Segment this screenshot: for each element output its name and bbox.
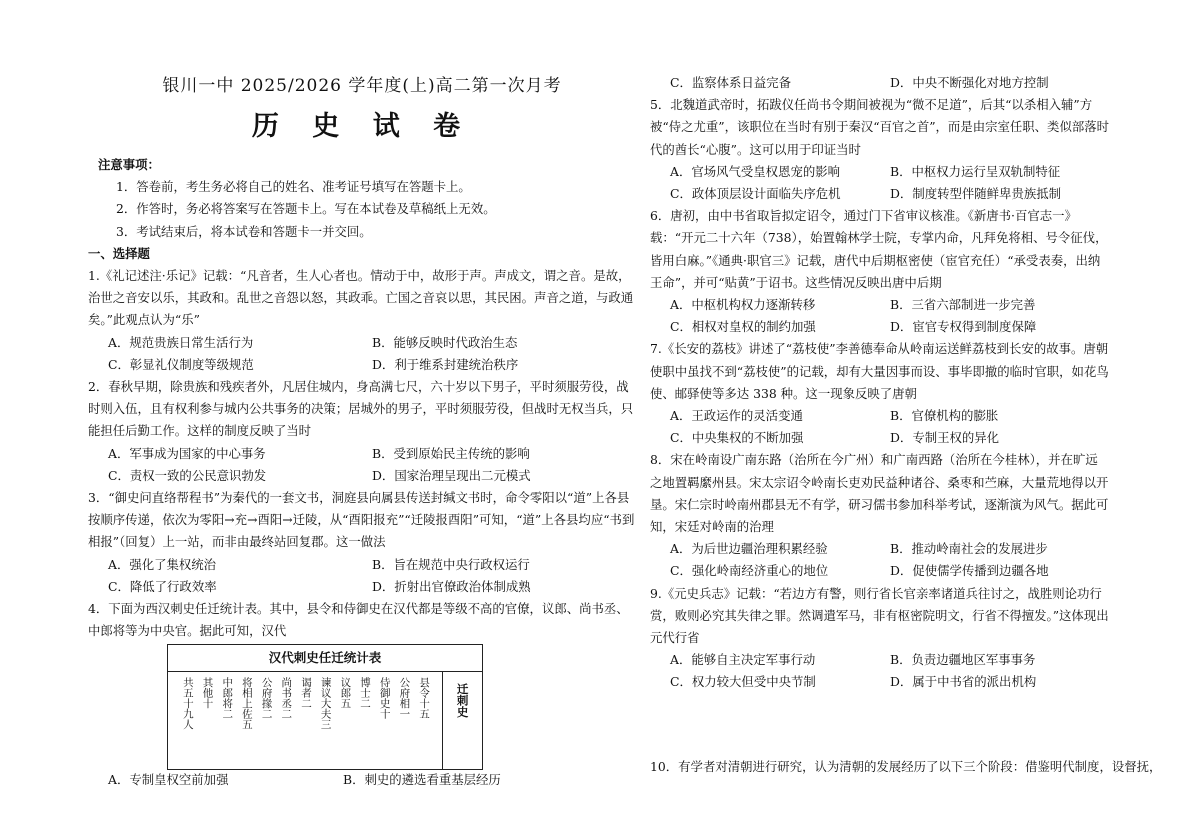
question-4-continued — [650, 72, 1110, 94]
option-c: C．彰显礼仪制度等级规范 — [108, 356, 254, 372]
question-stem: 2．春秋早期，除贵族和残疾者外，凡居住城内，身高满七尺，六十岁以下男子，平时须服劳役，战时则入伍，且有权利参与城内公共事务的决策；居城外的男子，平时须服劳役，但战时无权当兵，只能担任后勤工作。这样的制度反映了当时 — [88, 379, 634, 439]
option-c: C．强化岭南经济重心的地位 — [670, 563, 829, 579]
option-a: A．专制皇权空前加强 — [108, 772, 229, 788]
question-stem: 7.《长安的荔枝》讲述了“荔枝使”李善德奉命从岭南运送鲜荔枝到长安的故事。唐朝使职中虽找不到“荔枝使”的记载，却有大量因事而设、事毕即撤的临时官职，如花鸟使、邮驿使等多达 338 种。这一现象反映了唐朝 — [650, 341, 1109, 401]
question-stem: 5．北魏道武帝时，拓跋仪任尚书令期间被视为“微不足道”，后其“以杀相入辅”方被“侍之尤重”，该职位在当时有别于秦汉“百官之首”，而是由宗室任职、类似部落时代的酋长“心腹”。这可以用于印证当时 — [650, 97, 1110, 157]
table-title: 汉代刺史任迁统计表 — [168, 645, 482, 672]
option-a: A．能够自主决定军事行动 — [670, 652, 816, 668]
option-d: D．专制王权的异化 — [890, 430, 1000, 446]
right-column — [650, 72, 1162, 778]
question-stem: 3．“御史问直络帮程书”为秦代的一套文书，洞庭县向属县传送封缄文书时，命令零阳以“道”上各县按顺序传递，依次为零阳→充→酉阳→迁陵，从“酉阳报充”“迁陵报酉阳”可知，“道”上各县均应“书到相报”（回复）上一站，而非由最终站回复郡。这一做法 — [88, 490, 635, 550]
option-b: B．官僚机构的膨胀 — [890, 408, 999, 424]
notice-heading: 注意事项： — [98, 157, 160, 172]
option-c: C．权力较大但受中央节制 — [670, 674, 816, 690]
notice-item: 1．答卷前，考生务必将自己的姓名、准考证号填写在答题卡上。 — [116, 179, 471, 195]
option-b: B．推动岭南社会的发展进步 — [890, 541, 1048, 557]
option-d: D．折射出官僚政治体制成熟 — [372, 578, 531, 594]
question-9 — [650, 583, 1110, 694]
option-d: D．宦官专权得到制度保障 — [890, 319, 1037, 335]
question-stem: 9.《元史兵志》记载：“若边方有警，则行省长官亲率诸道兵往讨之，战胜则论功行赏，败则必究其失律之罪。然调遣军马，非有枢密院明文，行省不得擅发。”这体现出元代行省 — [650, 585, 1109, 646]
table-cell: 中郎将二 — [221, 677, 234, 720]
table-cells — [168, 671, 442, 769]
option-a: A．官场风气受皇权恩宠的影响 — [670, 163, 841, 179]
table-head-label: 迁刺史 — [455, 683, 470, 718]
statistics-table — [167, 644, 483, 770]
option-b: B．能够反映时代政治生态 — [372, 334, 518, 350]
option-a: A．强化了集权统治 — [108, 556, 217, 572]
option-c: C．中央集权的不断加强 — [670, 430, 804, 446]
table-cell: 议郎五 — [339, 677, 352, 709]
table-cell: 尚书丞二 — [280, 677, 293, 720]
question-stem: 1.《礼记述注·乐记》记载：“凡音者，生人心者也。情动于中，故形于声。声成文，谓之音。是故，治世之音安以乐，其政和。乱世之音怨以怒，其政乖。亡国之音哀以思，其民困。声音之道，与政通矣。”此观点认为“乐” — [88, 268, 634, 328]
question-10 — [650, 756, 1162, 778]
option-d: D．国家治理呈现出二元模式 — [372, 467, 531, 483]
question-4 — [88, 598, 636, 642]
notice-item: 3．考试结束后，将本试卷和答题卡一并交回。 — [116, 223, 372, 239]
option-c: C．责权一致的公民意识勃发 — [108, 467, 267, 483]
blank-gap — [650, 694, 1110, 756]
option-a: A．为后世边疆治理积累经验 — [670, 541, 828, 557]
option-a: A．规范贵族日常生活行为 — [108, 334, 254, 350]
option-b: B．旨在规范中央行政权运行 — [372, 556, 530, 572]
table-row-header — [442, 671, 482, 769]
table-cell: 共五十九人 — [181, 677, 194, 730]
notice-item: 2．作答时，务必将答案写在答题卡上。写在本试卷及草稿纸上无效。 — [116, 201, 496, 217]
question-2 — [88, 376, 636, 487]
question-8 — [650, 449, 1110, 582]
exam-title: 银川一中 2025/2026 学年度(上)高二第一次月考 — [162, 76, 562, 96]
question-3 — [88, 487, 636, 598]
question-stem: 4．下面为西汉刺史任迁统计表。其中，县令和侍御史在汉代都是等级不高的官僚，议郎、尚书丞、中郎将等为中央官。据此可知，汉代 — [88, 601, 629, 639]
option-b: B．三省六部制进一步完善 — [890, 297, 1036, 313]
table-cell: 侍御史十 — [378, 677, 391, 720]
question-stem: 8．宋在岭南设广南东路（治所在今广州）和广南西路（治所在今桂林），并在旷远之地置羁縻州县。宋太宗诏令岭南长吏劝民益种诸谷、桑枣和苎麻，大量荒地得以开垦。宋仁宗时岭南州郡县无不有学，研习儒书参加科举考试，逐渐演为风气。据此可知，宋廷对岭南的治理 — [650, 452, 1109, 535]
option-c: C．相权对皇权的制约加强 — [670, 319, 816, 335]
option-d: D．属于中书省的派出机构 — [890, 674, 1037, 690]
table-cell: 谒者二 — [299, 677, 312, 709]
question-7 — [650, 338, 1110, 449]
table-cell: 公府掾二 — [260, 677, 273, 720]
option-a: A．中枢机构权力逐渐转移 — [670, 297, 816, 313]
table-cell: 博士二 — [359, 677, 372, 709]
option-a: A．军事成为国家的中心事务 — [108, 445, 266, 461]
table-cell: 将相上佐五 — [240, 677, 253, 730]
table-cell: 县令十五 — [418, 677, 431, 720]
question-stem: 6．唐初，由中书省取旨拟定诏令，通过门下省审议核准。《新唐书·百官志一》载：“开元二十六年（738），始置翰林学士院，专掌内命，凡拜免将相、号令征伐，皆用白麻。”《通典·职官三》记载，唐代中后期枢密使（宦官充任）“承受表奏，出纳王命”，并可“贴黄”于诏书。这些情况反映出唐中后期 — [650, 208, 1108, 290]
option-c: C．政体顶层设计面临失序危机 — [670, 186, 841, 202]
table-cell: 其他十 — [201, 677, 214, 709]
option-c: C．监察体系日益完备 — [670, 75, 791, 90]
option-b: B．中枢权力运行呈双轨制特征 — [890, 163, 1061, 179]
table-cell: 公府相一 — [398, 677, 411, 720]
option-b: B．受到原始民主传统的影响 — [372, 445, 530, 461]
subject-title: 历 史 试 卷 — [251, 111, 473, 142]
question-4-options — [88, 769, 636, 791]
left-column — [88, 0, 636, 792]
option-d: D．促使儒学传播到边疆各地 — [890, 563, 1049, 579]
option-c: C．降低了行政效率 — [108, 578, 217, 594]
option-d: D．利于维系封建统治秩序 — [372, 356, 519, 372]
question-5 — [650, 94, 1110, 205]
option-d: D．中央不断强化对地方控制 — [890, 75, 1049, 90]
section-title: 一、选择题 — [88, 245, 150, 261]
question-6 — [650, 205, 1110, 338]
table-cell: 谏议大夫三 — [319, 677, 332, 730]
option-b: B．负责边疆地区军事事务 — [890, 652, 1036, 668]
table-body — [168, 671, 482, 769]
option-b: B．刺史的遴选看重基层经历 — [343, 772, 501, 788]
option-a: A．王政运作的灵活变通 — [670, 408, 803, 424]
question-1 — [88, 265, 636, 376]
question-stem: 10．有学者对清朝进行研究，认为清朝的发展经历了以下三个阶段：借鉴明代制度，设督抚， — [650, 758, 1162, 774]
option-d: D．制度转型伴随鲜卑贵族抵制 — [890, 186, 1062, 202]
